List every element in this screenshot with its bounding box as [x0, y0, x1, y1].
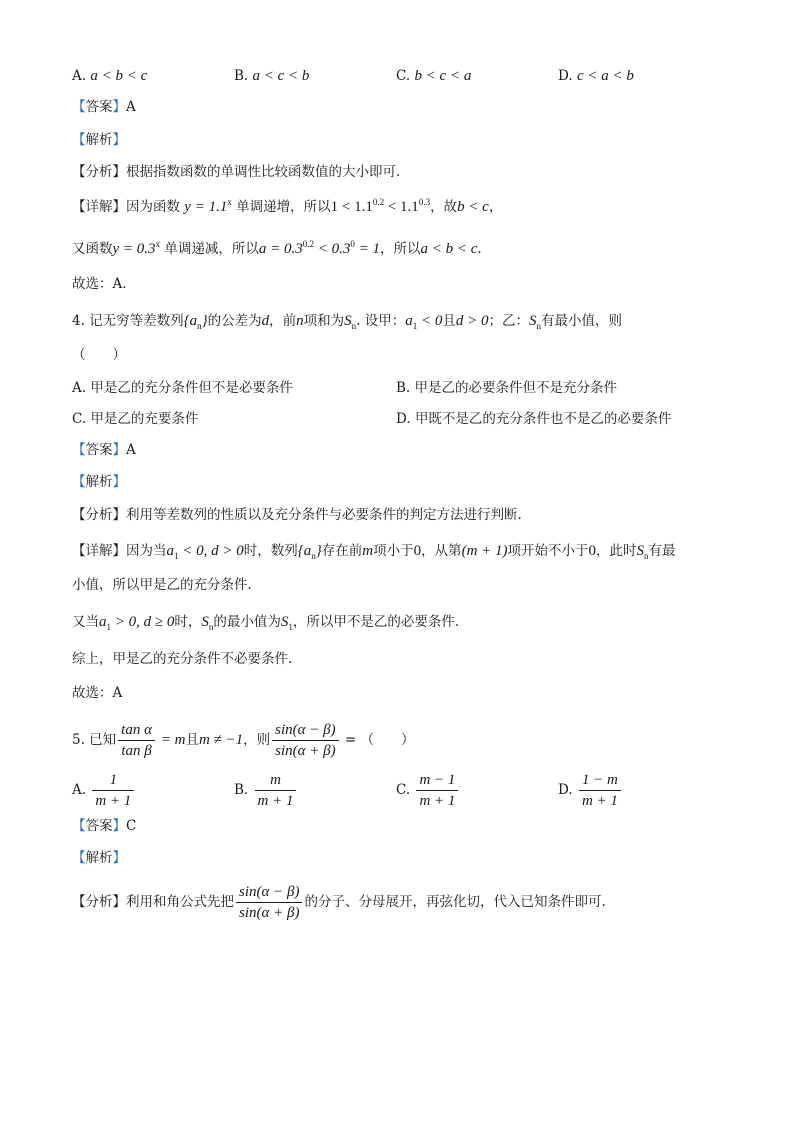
math — [637, 543, 649, 559]
frac-num: tan α — [118, 721, 155, 741]
frac-den: m + 1 — [581, 793, 618, 809]
text: 因为当 — [126, 543, 167, 559]
text: ，从第 — [421, 543, 462, 559]
text: 4. 记无穷等差数列 — [72, 313, 184, 329]
math-text: < 1.1 — [384, 199, 419, 215]
q3-option-c — [396, 66, 471, 86]
q3-detail-line-1: 【详解】因为函数 $y = 1.1^x$ 单调递增，所以$1 < 1.1^{0.2} < 1.1^{0.3}$，故b < c， — [72, 197, 503, 215]
math-text: = 1 — [354, 241, 380, 257]
option-text: 甲是乙的必要条件但不是充分条件 — [414, 380, 618, 396]
q3-option-b — [234, 66, 309, 86]
math-text: y = 1.1 — [184, 199, 228, 215]
text: 单调递减，所以 — [164, 241, 259, 257]
text: 有最 — [648, 543, 676, 559]
math — [184, 313, 208, 329]
option-letter: C. — [396, 68, 411, 84]
q3-answer: 【答案】A — [72, 99, 136, 115]
math — [184, 199, 232, 215]
option-letter: B. — [234, 68, 249, 84]
fenxi-label: 分析 — [85, 164, 113, 180]
math-text: 1 < 1.1 — [330, 199, 373, 215]
frac-den: sin(α + β) — [275, 743, 336, 759]
math-text: a — [166, 543, 174, 559]
math-text: S — [636, 543, 645, 559]
frac-num: m — [255, 771, 297, 791]
fraction-tan — [118, 721, 155, 760]
text: 项开始不小于 — [507, 543, 589, 559]
answer-label: 答案 — [85, 442, 113, 458]
q4-fenxi: 【分析】利用等差数列的性质以及充分条件与必要条件的判定方法进行判断. — [72, 507, 522, 523]
text: 又函数 — [72, 241, 113, 257]
q3-detail-line-2 — [72, 239, 482, 259]
math: 0 — [413, 543, 422, 559]
q3-option-a — [72, 66, 147, 86]
math: d > 0 — [455, 313, 489, 329]
q5-option-b — [234, 770, 298, 810]
fenxi-text: 根据指数函数的单调性比较函数值的大小即可. — [126, 164, 401, 180]
q4-paren: （ ） — [72, 347, 126, 363]
math-text: < 0.3 — [313, 241, 351, 257]
q4-detail-line-4: 综上，甲是乙的充分条件不必要条件. — [72, 651, 293, 667]
math-sub: 1 — [288, 622, 293, 632]
option-fraction — [92, 771, 134, 810]
frac-den: m + 1 — [257, 793, 294, 809]
option-letter: D. — [558, 782, 573, 798]
math-text: } — [201, 313, 208, 329]
text: ，所以 — [379, 241, 421, 257]
math-text: {a — [183, 313, 198, 329]
text: 的公差为 — [207, 313, 262, 329]
q5-analysis-heading: 【解析】 — [72, 850, 126, 866]
q3-fenxi: 【分析】根据指数函数的单调性比较函数值的大小即可. — [72, 164, 401, 180]
frac-num: m − 1 — [416, 771, 458, 791]
text: 利用和角公式先把 — [126, 894, 234, 910]
q3-analysis-heading: 【解析】 — [72, 132, 126, 148]
option-letter: A. — [72, 380, 87, 396]
text: ；乙： — [488, 313, 530, 329]
text: 5. 已知 — [72, 732, 117, 748]
option-letter: A. — [72, 68, 87, 84]
fraction-sin — [272, 721, 338, 760]
math-text: a — [405, 313, 413, 329]
option-expr: a < b < c — [90, 68, 148, 84]
text: 项和为 — [303, 313, 345, 329]
text: 且 — [442, 313, 456, 329]
text: ，前 — [269, 313, 297, 329]
math — [99, 614, 174, 630]
frac-num: 1 — [92, 771, 134, 791]
math-text: S — [280, 614, 289, 630]
math-text: > 0, d ≥ 0 — [111, 614, 175, 630]
math — [113, 241, 161, 257]
text: ，所以甲不是乙的必要条件. — [292, 614, 460, 630]
option-letter: A. — [72, 782, 87, 798]
q5-stem — [72, 718, 415, 762]
text: 又当 — [72, 614, 99, 630]
math-exp: x — [227, 197, 232, 207]
q4-option-a — [72, 378, 293, 398]
q5-answer: 【答案】C — [72, 818, 137, 834]
text: ，此时 — [596, 543, 637, 559]
fenxi-text: 利用等差数列的性质以及充分条件与必要条件的判定方法进行判断. — [126, 507, 522, 523]
q4-option-d — [396, 409, 671, 429]
math-sub: n — [197, 321, 202, 331]
text: 有最小值，则 — [541, 313, 623, 329]
detail-label: 详解 — [85, 543, 113, 559]
q4-choice: 故选：A — [72, 685, 123, 701]
math-sub: 1 — [106, 622, 111, 632]
option-letter: B. — [396, 380, 411, 396]
option-expr: a < c < b — [252, 68, 310, 84]
math-text: } — [315, 543, 322, 559]
text: = （ ） — [340, 732, 415, 748]
text: ，故 — [430, 199, 458, 215]
q4-analysis-heading: 【解析】 — [72, 474, 126, 490]
math — [259, 241, 380, 257]
math-exp: 0.2 — [372, 197, 385, 207]
math: m — [362, 543, 374, 559]
math-sub: 1 — [412, 321, 418, 331]
option-fraction — [416, 771, 458, 810]
option-fraction — [579, 771, 621, 810]
math: a < b < c — [420, 241, 478, 257]
fenxi-label: 分析 — [85, 507, 113, 523]
fraction-sin — [236, 883, 302, 922]
math: d — [261, 313, 270, 329]
q5-option-c — [396, 770, 460, 810]
math-text: S — [529, 313, 537, 329]
math-exp: 0 — [350, 239, 355, 249]
option-letter: C. — [72, 411, 87, 427]
text: ， — [488, 199, 503, 215]
option-expr: c < a < b — [576, 68, 634, 84]
text: 时， — [174, 614, 202, 630]
math — [529, 313, 541, 329]
answer-value: A — [126, 442, 136, 458]
text: . 设甲： — [356, 313, 406, 329]
math — [167, 543, 244, 559]
math — [344, 313, 356, 329]
analysis-label: 解析 — [85, 132, 113, 148]
frac-den: tan β — [121, 743, 152, 759]
math: b < c — [457, 199, 489, 215]
math — [298, 543, 322, 559]
q4-option-c — [72, 409, 198, 429]
math-text: S — [201, 614, 209, 630]
q4-detail-line-2: 小值，所以甲是乙的充分条件. — [72, 577, 252, 593]
text: 时，数列 — [243, 543, 298, 559]
option-fraction — [255, 771, 297, 810]
math: = m — [156, 732, 186, 748]
text: 存在前 — [321, 543, 363, 559]
math-exp: 0.3 — [418, 197, 431, 207]
math-text: a = 0.3 — [258, 241, 303, 257]
analysis-label: 解析 — [85, 850, 113, 866]
text: . — [477, 241, 482, 257]
q5-fenxi: 【分析】利用和角公式先把 $\frac{\sin(\alpha - \beta)}{\sin(\alpha + \beta)}$ 的分子、分母展开，再弦化切，代入已知条件即可. — [72, 884, 606, 921]
math-exp: 0.2 — [302, 239, 314, 249]
q4-detail-line-1: 【详解】因为当$a_1 < 0$, d > 0时，数列$\{a_n\}$存在前m项小于0，从第(m + 1)项开始不小于0，此时$S_n$有最 — [72, 543, 676, 561]
q4-stem — [72, 311, 622, 331]
math-sub: n — [311, 551, 316, 561]
detail-label: 详解 — [85, 199, 113, 215]
q4-option-b — [396, 378, 617, 398]
math: 0 — [588, 543, 597, 559]
option-text: 甲是乙的充要条件 — [90, 411, 199, 427]
q3-option-d — [558, 66, 634, 86]
math: n — [296, 313, 304, 329]
option-letter: D. — [396, 411, 411, 427]
math-text: < 0, d > 0 — [178, 543, 244, 559]
option-expr: b < c < a — [414, 68, 472, 84]
option-text: 甲是乙的充分条件但不是必要条件 — [90, 380, 293, 396]
math-exp: x — [155, 239, 161, 249]
math-sub: n — [208, 622, 214, 632]
fenxi-label: 分析 — [85, 894, 113, 910]
q5-option-d — [558, 770, 623, 810]
text: 单调递增，所以 — [236, 199, 331, 215]
math — [201, 614, 213, 630]
q5-option-a — [72, 770, 136, 810]
frac-num: sin(α − β) — [236, 883, 302, 903]
math — [405, 313, 442, 329]
q4-answer: 【答案】A — [72, 442, 136, 458]
math-text: < 0 — [417, 313, 443, 329]
analysis-label: 解析 — [85, 474, 113, 490]
text: 的分子、分母展开，再弦化切，代入已知条件即可. — [304, 894, 606, 910]
math-text: {a — [297, 543, 312, 559]
option-letter: C. — [396, 782, 411, 798]
answer-label: 答案 — [85, 99, 113, 115]
math: (m + 1) — [461, 543, 508, 559]
option-letter: D. — [558, 68, 573, 84]
q4-detail-line-3 — [72, 612, 459, 632]
math-sub: n — [644, 551, 649, 561]
answer-value: C — [126, 818, 137, 834]
math-text: S — [344, 313, 352, 329]
option-text: 甲既不是乙的充分条件也不是乙的必要条件 — [414, 411, 672, 427]
frac-den: m + 1 — [95, 793, 132, 809]
math-sub: n — [536, 321, 542, 331]
math: m ≠ −1 — [198, 732, 244, 748]
frac-den: sin(α + β) — [239, 905, 300, 921]
text: 的最小值为 — [213, 614, 281, 630]
q3-choice: 故选：A. — [72, 276, 127, 292]
math-sub: 1 — [174, 551, 179, 561]
frac-num: sin(α − β) — [272, 721, 338, 741]
math — [281, 614, 293, 630]
frac-den: m + 1 — [419, 793, 456, 809]
math — [331, 199, 430, 215]
math-text: a — [99, 614, 107, 630]
answer-label: 答案 — [85, 818, 113, 834]
text: 因为函数 — [126, 199, 180, 215]
math-sub: n — [351, 321, 357, 331]
frac-num: 1 − m — [579, 771, 621, 791]
text: ，则 — [243, 732, 271, 748]
math-text: y = 0.3 — [112, 241, 156, 257]
answer-value: A — [126, 99, 136, 115]
text: 且 — [185, 732, 199, 748]
option-letter: B. — [234, 782, 249, 798]
text: 项小于 — [373, 543, 414, 559]
